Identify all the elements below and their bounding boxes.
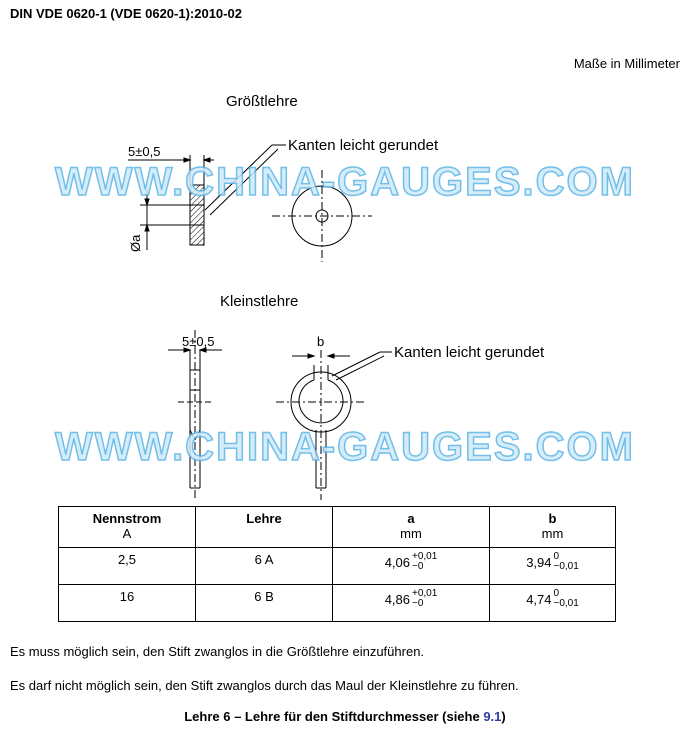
kleinst-callout: Kanten leicht gerundet bbox=[394, 344, 545, 361]
cell-nennstrom: 16 bbox=[59, 585, 196, 622]
paragraph-1: Es muss möglich sein, den Stift zwanglos in die Größtlehre einzuführen. bbox=[10, 644, 425, 659]
cell-nennstrom: 2,5 bbox=[59, 548, 196, 585]
groesst-dim-thickness: 5±0,5 bbox=[128, 144, 161, 159]
section-link[interactable]: 9.1 bbox=[483, 709, 502, 724]
kleinst-dim-thickness: 5±0,5 bbox=[182, 334, 215, 349]
header-b: b mm bbox=[490, 507, 616, 548]
groesst-dim-a: Øa bbox=[128, 234, 143, 252]
units-note: Maße in Millimeter bbox=[573, 56, 680, 71]
table-row bbox=[59, 585, 616, 622]
watermark-bottom: WWW.CHINA-GAUGES.COM bbox=[55, 425, 635, 469]
cell-lehre: 6 A bbox=[196, 548, 333, 585]
document-header: DIN VDE 0620-1 (VDE 0620-1):2010-02 bbox=[10, 6, 242, 21]
kleinst-dim-b: b bbox=[317, 334, 325, 349]
kleinst-title: Kleinstlehre bbox=[220, 293, 299, 310]
cell-lehre: 6 B bbox=[196, 585, 333, 622]
watermark-top: WWW.CHINA-GAUGES.COM bbox=[55, 160, 635, 204]
header-lehre: Lehre bbox=[196, 507, 333, 548]
cell-b: 3,94 0 −0,01 bbox=[490, 548, 616, 585]
groesst-callout: Kanten leicht gerundet bbox=[288, 137, 439, 154]
cell-a: 4,06 +0,01 −0 bbox=[333, 548, 490, 585]
cell-a: 4,86 +0,01 −0 bbox=[333, 585, 490, 622]
gauge-table bbox=[58, 506, 616, 622]
kleinst-side-view bbox=[168, 330, 222, 500]
paragraph-2: Es darf nicht möglich sein, den Stift zwanglos durch das Maul der Kleinstlehre zu führen. bbox=[10, 678, 519, 693]
table-row bbox=[59, 548, 616, 585]
cell-b: 4,74 0 −0,01 bbox=[490, 585, 616, 622]
groesst-title: Größtlehre bbox=[226, 93, 298, 110]
figure-caption: Lehre 6 – Lehre für den Stiftdurchmesser (siehe 9.1) bbox=[184, 709, 506, 724]
table-header-row bbox=[59, 507, 616, 548]
header-a: a mm bbox=[333, 507, 490, 548]
header-nennstrom: Nennstrom A bbox=[59, 507, 196, 548]
